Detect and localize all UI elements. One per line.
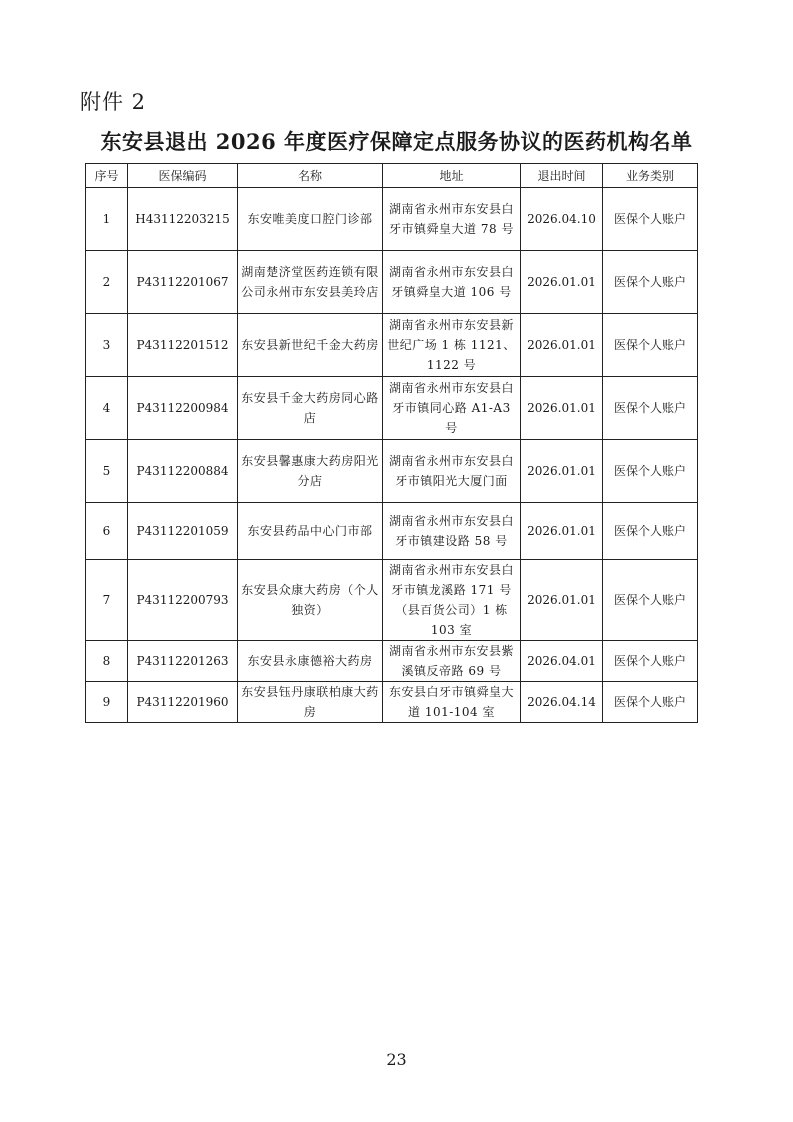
cell-name: 东安县药品中心门市部 — [238, 503, 383, 560]
cell-no: 4 — [86, 377, 128, 440]
cell-date: 2026.01.01 — [521, 560, 603, 641]
cell-code: P43112201960 — [128, 682, 238, 723]
cell-name: 东安县千金大药房同心路店 — [238, 377, 383, 440]
cell-code: P43112201067 — [128, 251, 238, 314]
header-code: 医保编码 — [128, 164, 238, 188]
cell-address: 东安县白牙市镇舜皇大道 101-104 室 — [383, 682, 521, 723]
cell-no: 6 — [86, 503, 128, 560]
cell-address: 湖南省永州市东安县新世纪广场 1 栋 1121、1122 号 — [383, 314, 521, 377]
cell-category: 医保个人账户 — [603, 641, 698, 682]
cell-date: 2026.01.01 — [521, 251, 603, 314]
cell-no: 8 — [86, 641, 128, 682]
header-category: 业务类别 — [603, 164, 698, 188]
cell-no: 2 — [86, 251, 128, 314]
cell-category: 医保个人账户 — [603, 503, 698, 560]
cell-code: P43112201059 — [128, 503, 238, 560]
cell-address: 湖南省永州市东安县白牙市镇阳光大厦门面 — [383, 440, 521, 503]
cell-date: 2026.01.01 — [521, 440, 603, 503]
cell-date: 2026.04.10 — [521, 188, 603, 251]
cell-category: 医保个人账户 — [603, 377, 698, 440]
cell-category: 医保个人账户 — [603, 682, 698, 723]
cell-no: 7 — [86, 560, 128, 641]
cell-date: 2026.04.01 — [521, 641, 603, 682]
cell-address: 湖南省永州市东安县白牙市镇建设路 58 号 — [383, 503, 521, 560]
cell-name: 湖南楚济堂医药连锁有限公司永州市东安县美玲店 — [238, 251, 383, 314]
header-exit-date: 退出时间 — [521, 164, 603, 188]
cell-code: P43112200793 — [128, 560, 238, 641]
cell-code: P43112201263 — [128, 641, 238, 682]
cell-date: 2026.01.01 — [521, 503, 603, 560]
table-row — [86, 682, 698, 723]
page-number: 23 — [386, 1050, 407, 1069]
institution-table — [85, 163, 698, 723]
attachment-label: 附件 2 — [80, 90, 147, 114]
cell-name: 东安县众康大药房（个人独资） — [238, 560, 383, 641]
cell-name: 东安县馨惠康大药房阳光分店 — [238, 440, 383, 503]
cell-no: 1 — [86, 188, 128, 251]
cell-date: 2026.04.14 — [521, 682, 603, 723]
table-row — [86, 314, 698, 377]
cell-code: P43112200984 — [128, 377, 238, 440]
table-row — [86, 560, 698, 641]
cell-date: 2026.01.01 — [521, 377, 603, 440]
cell-no: 5 — [86, 440, 128, 503]
table-header-row — [86, 164, 698, 188]
table-row — [86, 251, 698, 314]
table-row — [86, 440, 698, 503]
cell-code: P43112201512 — [128, 314, 238, 377]
cell-category: 医保个人账户 — [603, 188, 698, 251]
table-row — [86, 188, 698, 251]
header-name: 名称 — [238, 164, 383, 188]
cell-no: 3 — [86, 314, 128, 377]
cell-name: 东安县新世纪千金大药房 — [238, 314, 383, 377]
cell-address: 湖南省永州市东安县紫溪镇反帝路 69 号 — [383, 641, 521, 682]
cell-address: 湖南省永州市东安县白牙市镇同心路 A1-A3 号 — [383, 377, 521, 440]
cell-category: 医保个人账户 — [603, 560, 698, 641]
cell-name: 东安县钰丹康联柏康大药房 — [238, 682, 383, 723]
cell-name: 东安县永康德裕大药房 — [238, 641, 383, 682]
header-no: 序号 — [86, 164, 128, 188]
header-address: 地址 — [383, 164, 521, 188]
cell-address: 湖南省永州市东安县白牙镇舜皇大道 106 号 — [383, 251, 521, 314]
cell-code: H43112203215 — [128, 188, 238, 251]
cell-category: 医保个人账户 — [603, 251, 698, 314]
cell-no: 9 — [86, 682, 128, 723]
cell-date: 2026.01.01 — [521, 314, 603, 377]
cell-code: P43112200884 — [128, 440, 238, 503]
table-row — [86, 377, 698, 440]
cell-category: 医保个人账户 — [603, 314, 698, 377]
table-row — [86, 641, 698, 682]
cell-category: 医保个人账户 — [603, 440, 698, 503]
cell-name: 东安唯美度口腔门诊部 — [238, 188, 383, 251]
cell-address: 湖南省永州市东安县白牙市镇龙溪路 171 号（县百货公司）1 栋 103 室 — [383, 560, 521, 641]
cell-address: 湖南省永州市东安县白牙市镇舜皇大道 78 号 — [383, 188, 521, 251]
table-row — [86, 503, 698, 560]
document-title: 东安县退出 2026 年度医疗保障定点服务协议的医药机构名单 — [100, 129, 693, 154]
